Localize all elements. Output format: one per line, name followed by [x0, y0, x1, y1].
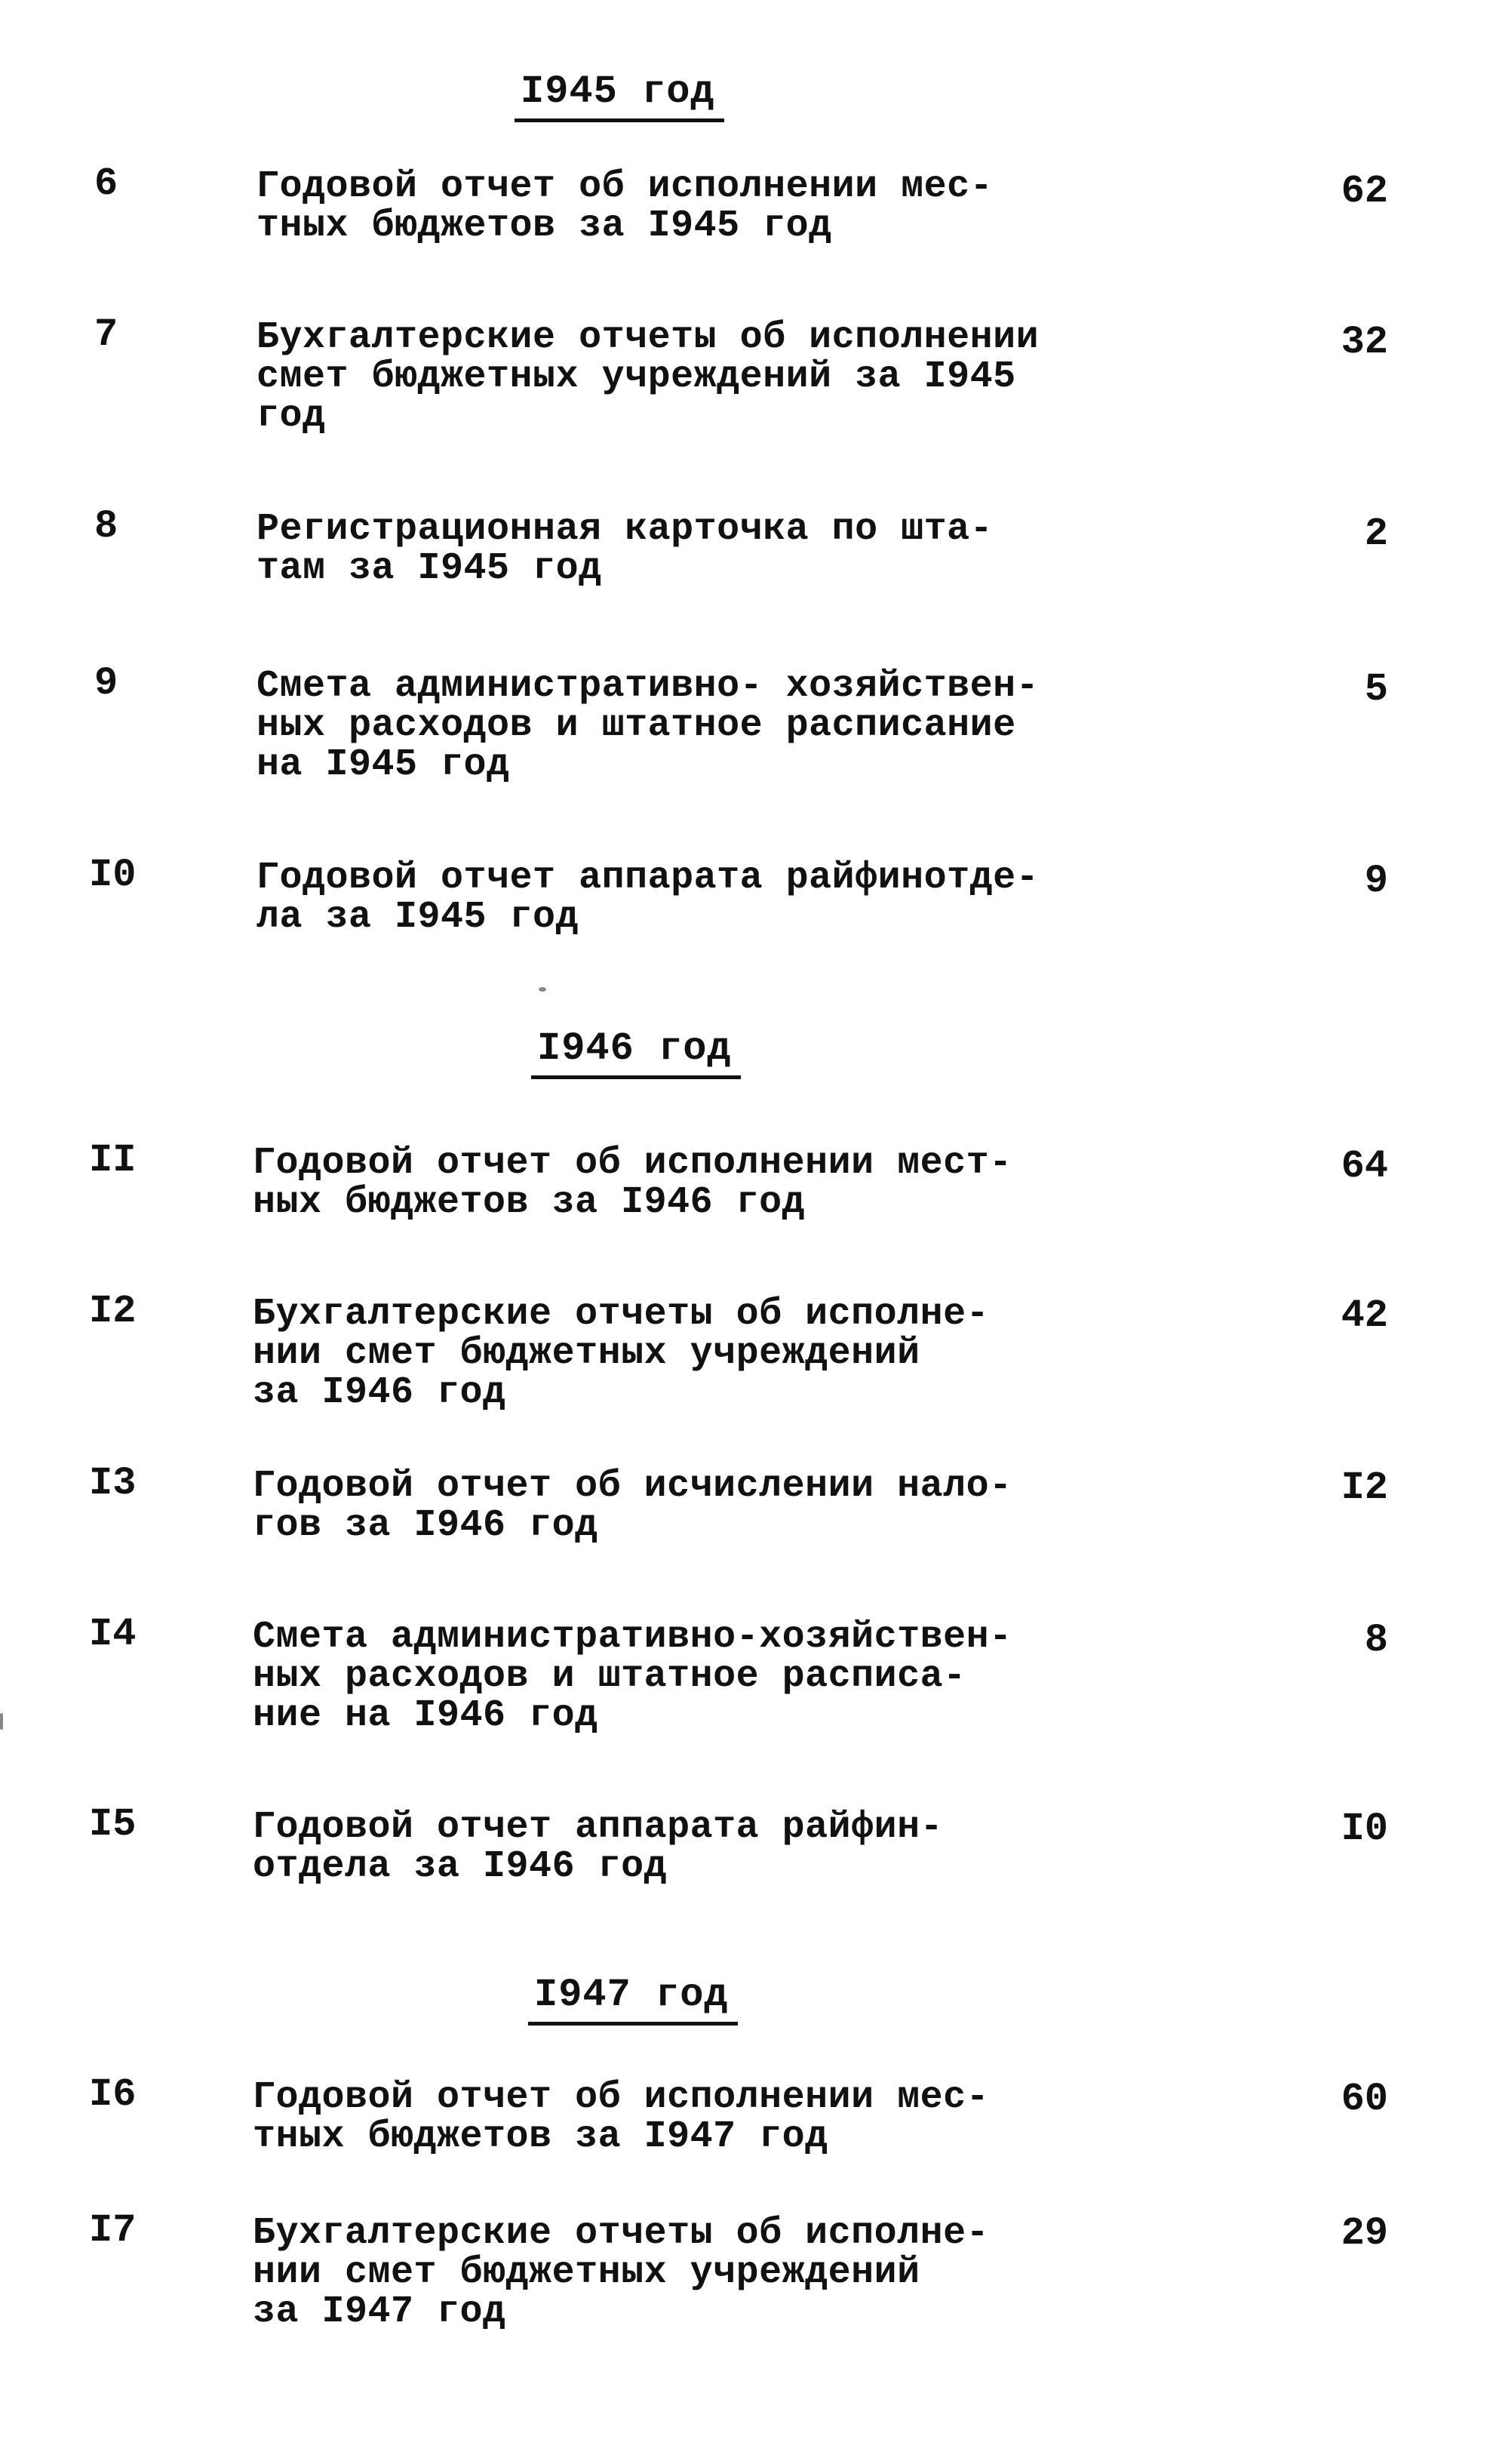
row-count: I0: [1341, 1807, 1388, 1851]
row-title: [253, 1295, 1083, 1413]
title-line: смет бюджетных учреждений за I945: [257, 355, 1016, 398]
row-title: [257, 510, 1086, 589]
title-line: Годовой отчет аппарата райфинотде-: [257, 857, 1040, 900]
row-title: [253, 1618, 1083, 1736]
title-line: ных бюджетов за I946 год: [253, 1181, 806, 1224]
title-line: там за I945 год: [257, 547, 602, 590]
row-count: 8: [1364, 1618, 1388, 1663]
row-count: 5: [1364, 667, 1388, 712]
section-heading-text: I946 год: [537, 1026, 732, 1071]
row-number: I0: [89, 853, 137, 897]
row-count: 32: [1341, 320, 1388, 365]
section-heading-text: I945 год: [521, 69, 715, 114]
paper-speck: [0, 1713, 3, 1730]
title-line: Смета административно- хозяйствен-: [257, 665, 1040, 708]
section-heading-1945: [521, 69, 715, 114]
title-line: гов за I946 год: [253, 1504, 598, 1547]
row-number: I4: [89, 1612, 137, 1657]
title-line: Смета административно-хозяйствен-: [253, 1616, 1012, 1659]
section-heading-1947: [534, 1973, 729, 2017]
paper-speck: [539, 987, 546, 992]
title-line: Годовой отчет об исполнении мест-: [253, 1142, 1012, 1185]
row-title: [253, 1808, 1083, 1887]
row-number: I3: [89, 1461, 137, 1506]
row-count: 42: [1341, 1294, 1388, 1338]
title-line: год: [257, 395, 326, 438]
row-number: I6: [89, 2072, 137, 2117]
title-line: за I946 год: [253, 1371, 506, 1414]
row-count: 2: [1364, 512, 1388, 556]
title-line: тных бюджетов за I947 год: [253, 2115, 828, 2158]
row-title: [253, 1467, 1083, 1546]
heading-underline: [531, 1075, 741, 1079]
title-line: ных расходов и штатное расписание: [257, 704, 1016, 747]
title-line: Годовой отчет об исполнении мес-: [257, 165, 994, 208]
row-count: 62: [1341, 169, 1388, 214]
heading-underline: [515, 118, 724, 122]
row-count: 9: [1364, 859, 1388, 903]
row-number: 8: [94, 504, 118, 549]
row-count: 29: [1341, 2211, 1388, 2256]
row-number: 7: [94, 312, 118, 357]
title-line: тных бюджетов за I945 год: [257, 205, 832, 248]
row-number: I7: [89, 2208, 137, 2253]
row-number: 6: [94, 161, 118, 206]
row-number: II: [89, 1138, 137, 1183]
title-line: Годовой отчет об исполнении мес-: [253, 2076, 990, 2119]
title-line: нии смет бюджетных учреждений: [253, 2251, 920, 2294]
title-line: нии смет бюджетных учреждений: [253, 1332, 920, 1375]
section-heading-1946: [537, 1026, 732, 1071]
title-line: за I947 год: [253, 2290, 506, 2333]
title-line: на I945 год: [257, 743, 510, 786]
row-number: 9: [94, 661, 118, 706]
title-line: ние на I946 год: [253, 1694, 598, 1737]
row-title: [253, 2078, 1083, 2157]
row-count: 64: [1341, 1144, 1388, 1189]
row-title: [257, 318, 1086, 436]
row-title: [257, 667, 1086, 785]
title-line: Бухгалтерские отчеты об исполнении: [257, 316, 1040, 359]
heading-underline: [528, 2022, 738, 2026]
row-title: [253, 1144, 1083, 1223]
title-line: ла за I945 год: [257, 896, 579, 939]
title-line: Годовой отчет об исчислении нало-: [253, 1465, 1012, 1508]
title-line: Годовой отчет аппарата райфин-: [253, 1806, 944, 1849]
title-line: Бухгалтерские отчеты об исполне-: [253, 2212, 990, 2255]
row-count: 60: [1341, 2077, 1388, 2121]
row-number: I5: [89, 1802, 137, 1847]
title-line: отдела за I946 год: [253, 1845, 668, 1888]
title-line: Регистрационная карточка по шта-: [257, 508, 994, 551]
section-heading-text: I947 год: [534, 1973, 729, 2017]
row-title: [257, 859, 1086, 937]
row-title: [253, 2214, 1083, 2332]
row-title: [257, 165, 1086, 248]
row-count: I2: [1341, 1466, 1388, 1510]
title-line: ных расходов и штатное расписа-: [253, 1655, 966, 1698]
row-number: I2: [89, 1289, 137, 1334]
title-line: Бухгалтерские отчеты об исполне-: [253, 1293, 990, 1336]
